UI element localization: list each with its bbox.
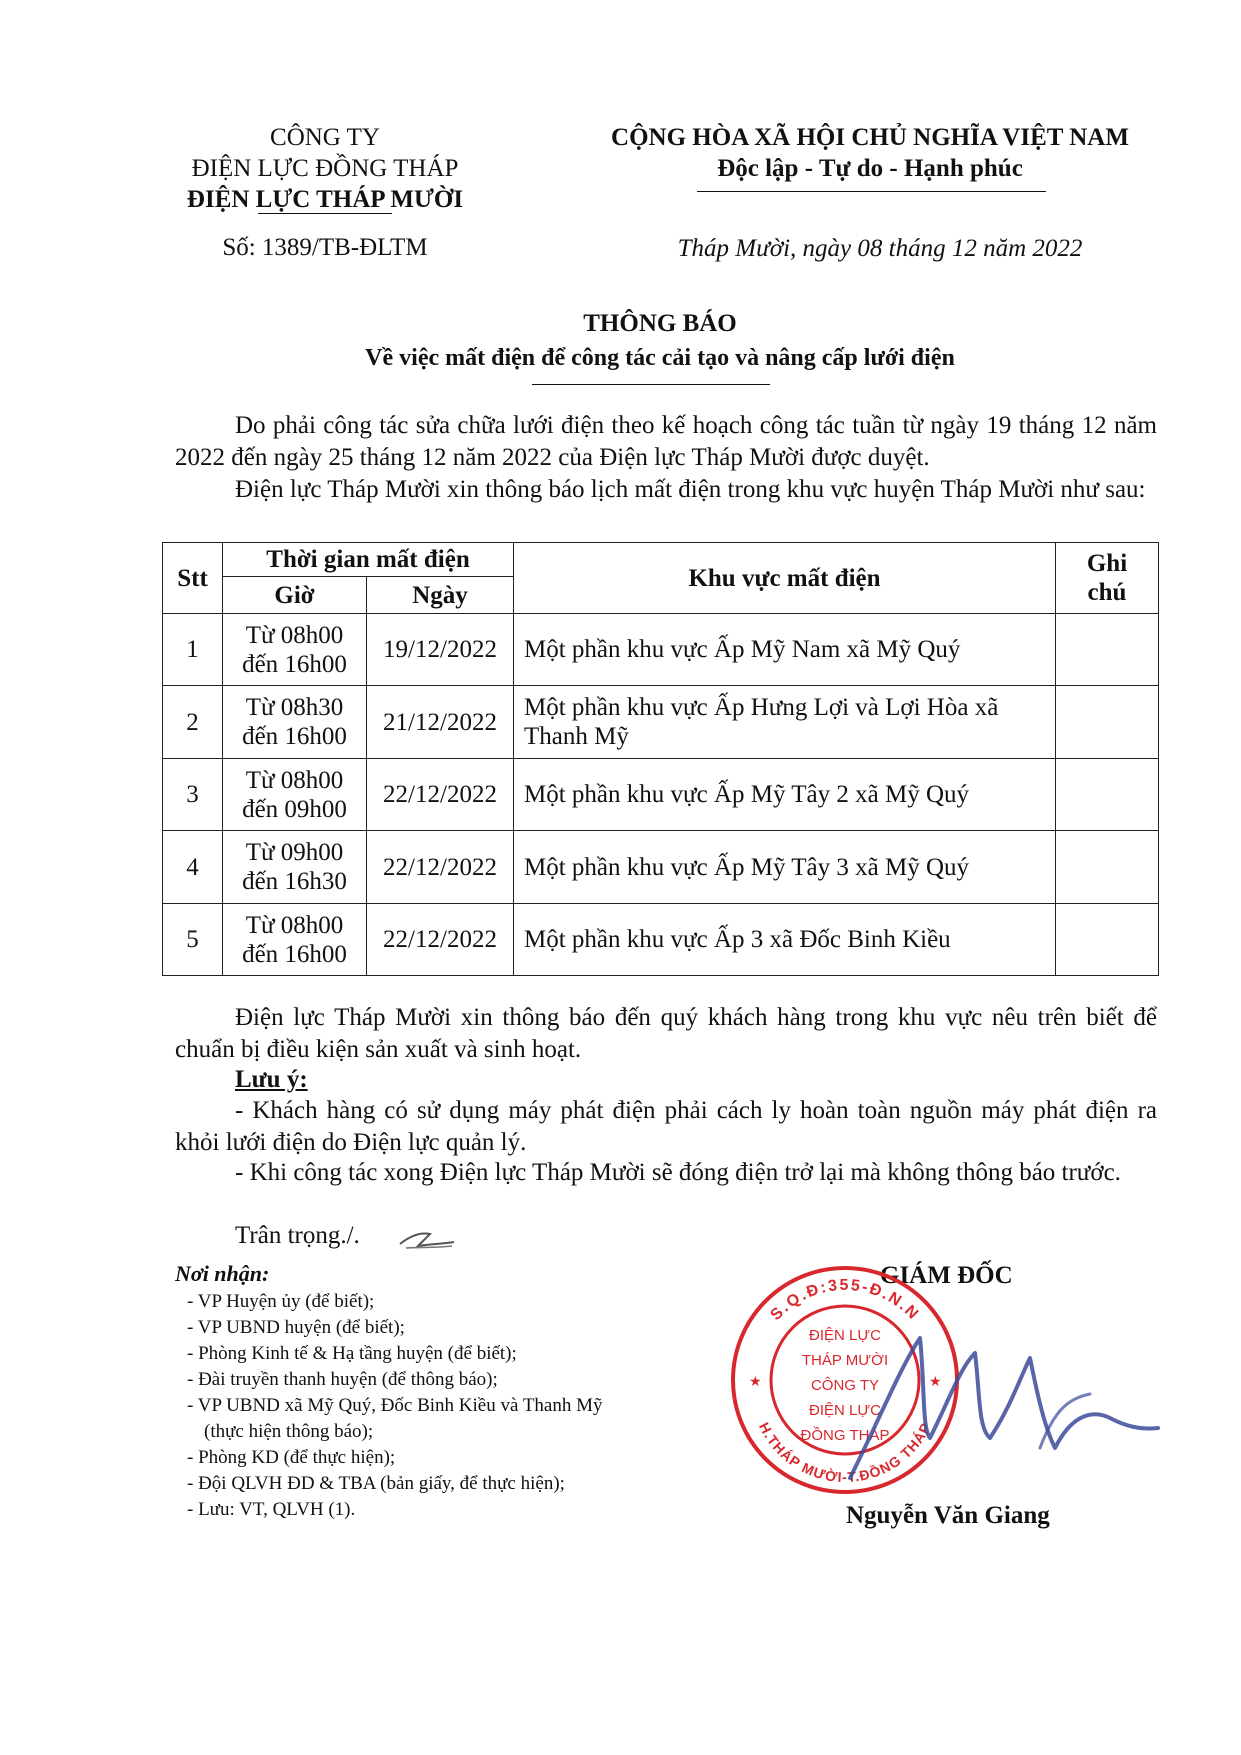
cell-stt: 4 [163,831,223,904]
recipient-item: - Đội QLVH ĐD & TBA (bản giấy, để thực hiện); [187,1473,565,1494]
recipient-item: - VP UBND xã Mỹ Quý, Đốc Binh Kiều và Thanh Mỹ [187,1395,603,1416]
signatory-title: GIÁM ĐỐC [880,1262,1013,1289]
cell-time [223,759,367,831]
notice-title: THÔNG BÁO [583,310,737,337]
col-header-area: Khu vực mất điện [514,543,1056,614]
seal-center-line: THÁP MƯỜI [801,1352,889,1369]
seal-center-line: ĐIỆN LỰC [809,1327,881,1344]
cell-time-from: Từ 09h00 [245,839,344,866]
table-row [163,686,1159,759]
issuer-unit: ĐIỆN LỰC THÁP MƯỜI [186,186,464,213]
cell-time-from: Từ 08h30 [245,694,344,721]
cell-time [223,831,367,904]
notice-subtitle: Về việc mất điện để công tác cải tạo và nâng cấp lưới điện [365,345,955,371]
col-header-time-group: Thời gian mất điện [223,543,514,577]
seal-star-icon: ★ [929,1374,942,1390]
seal-star-icon: ★ [749,1374,762,1390]
intro-paragraph-1: Do phải công tác sửa chữa lưới điện theo kế hoạch công tác tuần từ ngày 19 tháng 12 năm 2022 đến ngày 25 tháng 12 năm 2022 của Điện lực Tháp Mười được duyệt. [175,412,1157,471]
recipient-item: - Phòng KD (để thực hiện); [187,1447,396,1468]
table-row [163,831,1159,904]
seal-center-line: ĐIỆN LỰC [809,1402,881,1419]
document-number: Số: 1389/TB-ĐLTM [222,234,428,261]
seal-ring-bottom-text: H.THÁP MƯỜI-T.ĐỒNG THÁP [755,1419,934,1486]
cell-time-from: Từ 08h00 [245,911,344,939]
cell-time-to: đến 16h00 [242,723,347,750]
cell-time-to: đến 16h00 [242,650,347,678]
cell-note [1056,686,1159,759]
cell-date: 19/12/2022 [367,614,514,686]
recipient-item: - Đài truyền thanh huyện (để thông báo); [187,1369,498,1390]
cell-date: 22/12/2022 [367,831,514,904]
seal-ring-top-text: S.Q.Đ:355-Đ.N.N [767,1277,923,1324]
initials-mark [396,1222,458,1254]
cell-time-to: đến 16h00 [242,940,347,968]
table-row [163,614,1159,686]
recipient-item: - VP UBND huyện (để biết); [187,1317,405,1338]
seal-center-line: ĐỒNG THÁP [800,1427,890,1444]
cell-note [1056,614,1159,686]
national-name: CỘNG HÒA XÃ HỘI CHỦ NGHĨA VIỆT NAM [611,124,1129,151]
motto-underline [697,191,1046,192]
issuer-company: CÔNG TY [270,124,380,151]
cell-date: 21/12/2022 [367,686,514,759]
place-date: Tháp Mười, ngày 08 tháng 12 năm 2022 [677,235,1083,262]
cell-time-to: đến 16h30 [242,868,347,895]
issuer-underline [258,213,392,214]
cell-time-from: Từ 08h00 [245,621,344,649]
after-table-paragraph: Điện lực Tháp Mười xin thông báo đến quý khách hàng trong khu vực nêu trên biết để chuẩn bị điều kiện sản xuất và sinh hoạt. [175,1004,1157,1063]
recipients-label: Nơi nhận: [175,1261,270,1286]
subtitle-underline [532,384,770,385]
col-header-note [1056,543,1159,614]
intro-paragraph-2: Điện lực Tháp Mười xin thông báo lịch mất điện trong khu vực huyện Tháp Mười như sau: [235,476,1146,503]
outage-schedule-table [162,542,1159,976]
cell-area: Một phần khu vực Ấp Mỹ Tây 2 xã Mỹ Quý [514,759,1056,831]
cell-note [1056,759,1159,831]
seal-center-line: CÔNG TY [810,1377,880,1394]
national-title [560,122,1180,184]
recipients-list [187,1289,603,1523]
cell-stt: 1 [163,614,223,686]
note-item-2: - Khi công tác xong Điện lực Tháp Mười sẽ đóng điện trở lại mà không thông báo trước. [235,1159,1121,1186]
col-header-stt: Stt [163,543,223,614]
col-header-hour: Giờ [223,577,367,614]
cell-time [223,614,367,686]
signatory-name: Nguyễn Văn Giang [846,1502,1050,1529]
cell-area: Một phần khu vực Ấp Hưng Lợi và Lợi Hòa xã Thanh Mỹ [514,686,1056,759]
recipient-item: - Lưu: VT, QLVH (1). [187,1499,356,1520]
cell-time-to: đến 09h00 [242,795,347,823]
cell-stt: 5 [163,904,223,976]
table-row [163,904,1159,976]
cell-time [223,904,367,976]
cell-date: 22/12/2022 [367,904,514,976]
cell-stt: 3 [163,759,223,831]
cell-note [1056,831,1159,904]
col-header-note-text: Ghi chú [1086,550,1128,606]
cell-note [1056,904,1159,976]
recipient-item: - Phòng Kinh tế & Hạ tầng huyện (để biết); [187,1343,517,1364]
cell-time [223,686,367,759]
national-motto: Độc lập - Tự do - Hạnh phúc [717,155,1023,182]
issuer-block [160,122,490,215]
table-row [163,759,1159,831]
cell-date: 22/12/2022 [367,759,514,831]
cell-area: Một phần khu vực Ấp Mỹ Tây 3 xã Mỹ Quý [514,831,1056,904]
cell-stt: 2 [163,686,223,759]
note-item-1: - Khách hàng có sử dụng máy phát điện phải cách ly hoàn toàn nguồn máy phát điện ra khỏi lưới điện do Điện lực quản lý. [175,1097,1157,1156]
cell-time-from: Từ 08h00 [245,766,344,794]
recipient-item: - VP Huyện ủy (để biết); [187,1291,375,1312]
recipient-item: (thực hiện thông báo); [204,1421,374,1442]
col-header-day: Ngày [367,577,514,614]
handwritten-signature [840,1298,1170,1488]
cell-area: Một phần khu vực Ấp Mỹ Nam xã Mỹ Quý [514,614,1056,686]
note-label: Lưu ý: [235,1066,308,1093]
cell-area: Một phần khu vực Ấp 3 xã Đốc Binh Kiều [514,904,1056,976]
closing-text: Trân trọng./. [235,1222,360,1249]
issuer-parent: ĐIỆN LỰC ĐỒNG THÁP [191,155,459,182]
